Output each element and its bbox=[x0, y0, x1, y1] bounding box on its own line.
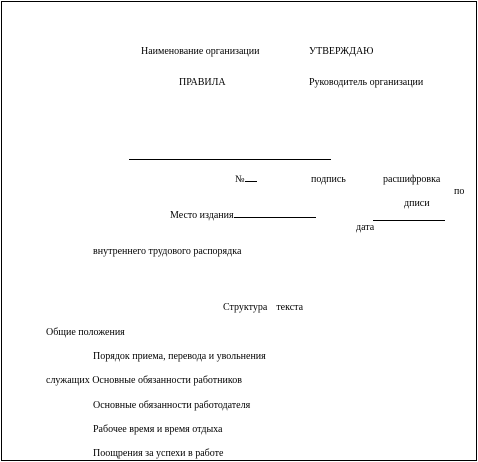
document-number bbox=[235, 174, 257, 186]
number-label: № bbox=[235, 174, 245, 185]
document-title: ПРАВИЛА bbox=[179, 77, 226, 88]
decoding-label: расшифровка bbox=[383, 174, 441, 185]
place-of-issue bbox=[170, 210, 316, 222]
section-item: Порядок приема, перевода и увольнения bbox=[93, 351, 266, 362]
number-blank bbox=[245, 181, 257, 182]
head-of-organization: Руководитель организации bbox=[309, 77, 424, 88]
section-item: Поощрения за успехи в работе bbox=[93, 448, 224, 459]
structure-heading-word1: Структура bbox=[223, 302, 268, 313]
date-label: дата bbox=[356, 222, 375, 233]
structure-heading-word2: текста bbox=[276, 302, 304, 313]
organization-blank-line bbox=[129, 159, 331, 160]
signature-label: подпись bbox=[311, 174, 346, 185]
section-item: служащих Основные обязанности работников bbox=[46, 375, 242, 386]
document-subtitle: внутреннего трудового распорядка bbox=[93, 246, 242, 257]
section-general-provisions: Общие положения bbox=[46, 327, 125, 338]
section-item: Основные обязанности работодателя bbox=[93, 400, 251, 411]
document-page bbox=[1, 1, 477, 461]
place-label: Место издания bbox=[170, 210, 234, 221]
signature-wrap-part2: дписи bbox=[404, 198, 430, 209]
organization-name: Наименование организации bbox=[141, 46, 260, 57]
section-item: Рабочее время и время отдыха bbox=[93, 424, 223, 435]
date-blank-line bbox=[373, 220, 445, 221]
structure-heading bbox=[223, 302, 303, 314]
approval-stamp: УТВЕРЖДАЮ bbox=[309, 46, 374, 57]
place-blank bbox=[234, 217, 316, 218]
signature-wrap-part1: по bbox=[454, 186, 465, 197]
